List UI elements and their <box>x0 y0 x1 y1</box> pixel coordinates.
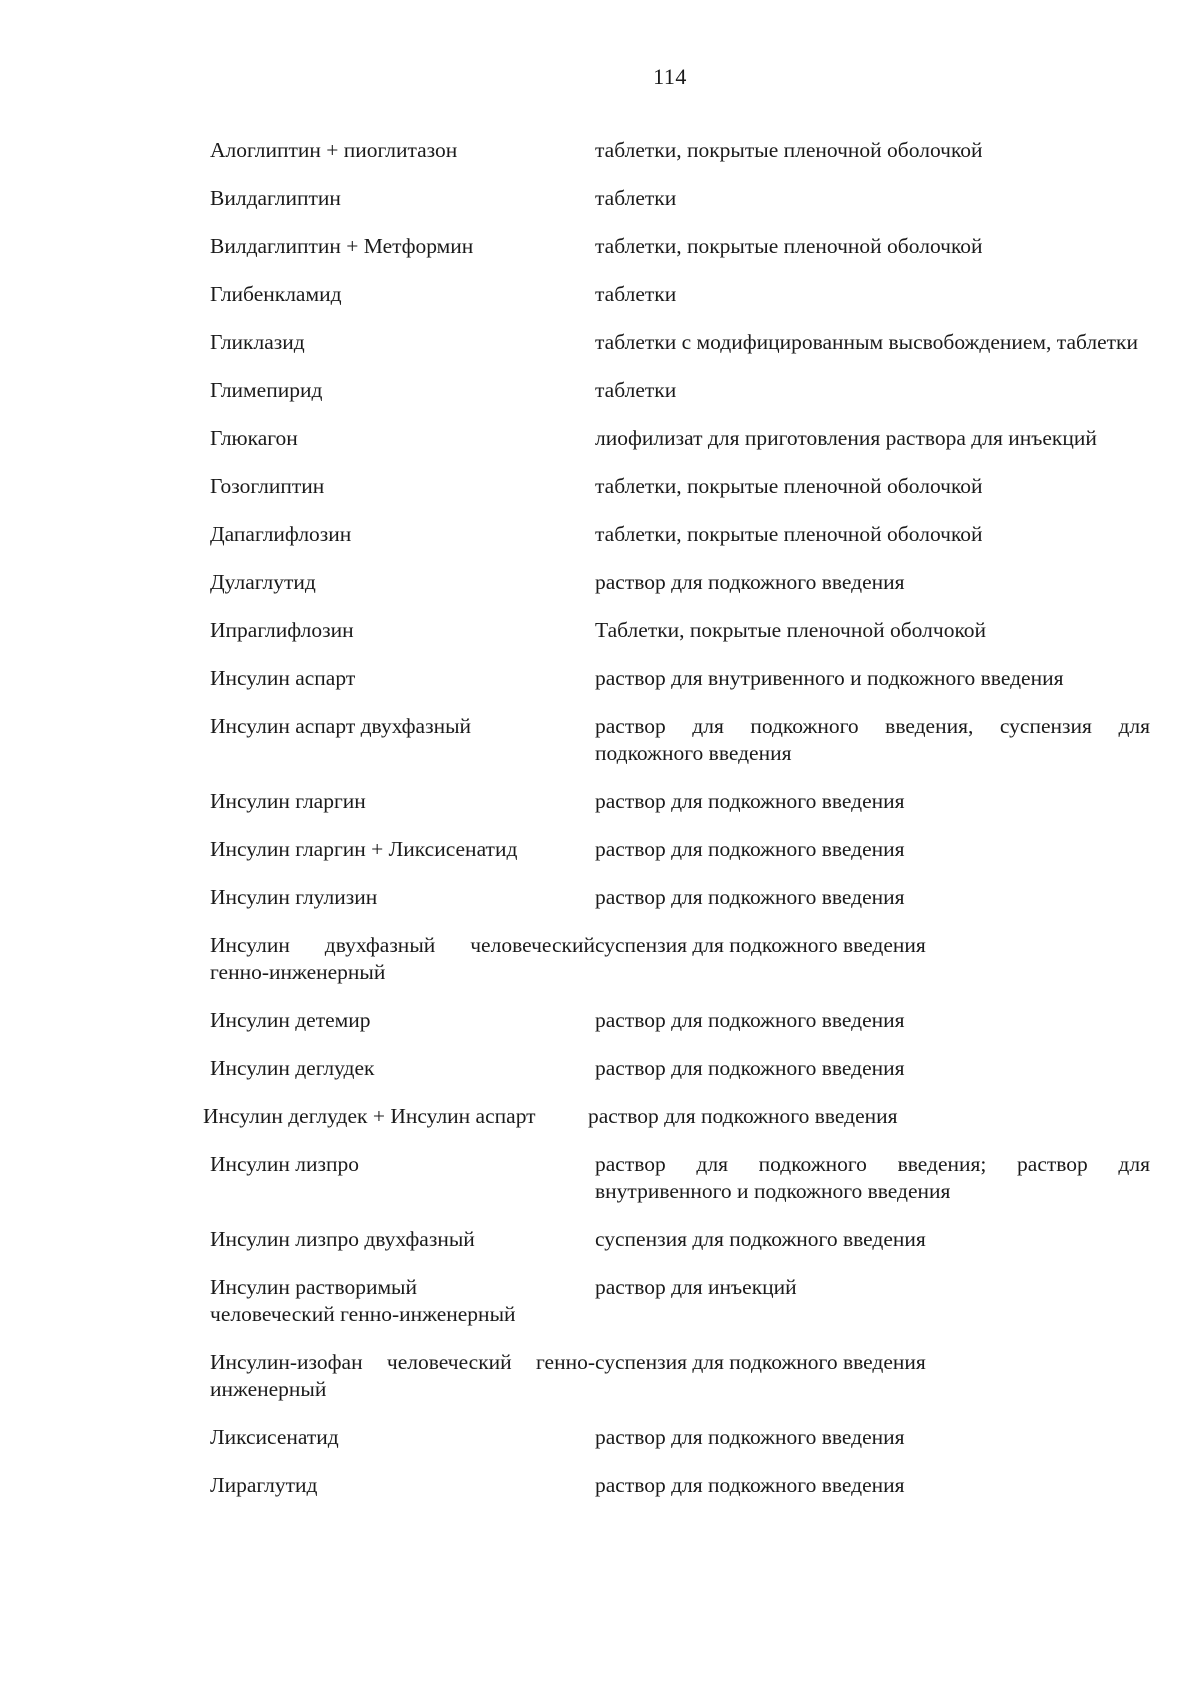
dosage-form: таблетки с модифицированным высвобождением, таблетки <box>595 330 1139 354</box>
drug-name: Инсулин растворимый человеческий генно-инженерный <box>210 1275 516 1326</box>
table-row <box>210 1472 1160 1499</box>
dosage-form: таблетки, покрытые пленочной оболочкой <box>595 138 983 162</box>
dosage-form: таблетки, покрытые пленочной оболочкой <box>595 234 983 258</box>
drug-name: Гозоглиптин <box>210 474 325 498</box>
dosage-form: таблетки <box>595 282 677 306</box>
drug-name: Дапаглифлозин <box>210 522 352 546</box>
dosage-form: раствор для подкожного введения <box>595 1008 905 1032</box>
drug-name: Инсулин гларгин <box>210 789 366 813</box>
drug-name: Вилдаглиптин <box>210 186 341 210</box>
table-row <box>210 932 1160 986</box>
table-row <box>210 713 1160 767</box>
dosage-form: Таблетки, покрытые пленочной оболчокой <box>595 618 987 642</box>
drug-name: Лираглутид <box>210 1473 318 1497</box>
drug-name: Инсулин детемир <box>210 1008 371 1032</box>
table-row <box>210 1424 1160 1451</box>
drug-name: Алоглиптин + пиоглитазон <box>210 138 458 162</box>
table-row <box>210 377 1160 404</box>
dosage-form: раствор для подкожного введения <box>595 1056 905 1080</box>
table-row <box>210 521 1160 548</box>
table-row <box>210 473 1160 500</box>
table-row <box>210 788 1160 815</box>
table-row <box>210 329 1160 356</box>
dosage-form: таблетки <box>595 186 677 210</box>
drug-name: Дулаглутид <box>210 570 316 594</box>
table-row <box>210 1055 1160 1082</box>
table-row <box>210 569 1160 596</box>
page-number: 114 <box>653 64 687 89</box>
table-row <box>210 836 1160 863</box>
table-row <box>210 884 1160 911</box>
drug-name: Глюкагон <box>210 426 298 450</box>
dosage-form: раствор для внутривенного и подкожного введения <box>595 666 1064 690</box>
drug-name: Инсулин гларгин + Ликсисенатид <box>210 837 518 861</box>
dosage-form: раствор для инъекций <box>595 1275 797 1299</box>
dosage-form: раствор для подкожного введения <box>588 1104 898 1128</box>
dosage-form: таблетки, покрытые пленочной оболочкой <box>595 522 983 546</box>
dosage-form: раствор для подкожного введения <box>595 789 905 813</box>
drug-name: Глибенкламид <box>210 282 342 306</box>
dosage-form: раствор для подкожного введения <box>595 570 905 594</box>
drug-name: Ликсисенатид <box>210 1425 339 1449</box>
drug-name: Инсулин двухфазный человеческий генно-инженерный <box>210 933 595 984</box>
drug-name: Инсулин лизпро <box>210 1152 359 1176</box>
drug-name: Инсулин аспарт <box>210 666 356 690</box>
dosage-form: таблетки <box>595 378 677 402</box>
drug-name: Глимепирид <box>210 378 323 402</box>
drug-name: Инсулин аспарт двухфазный <box>210 714 472 738</box>
table-row <box>210 617 1160 644</box>
dosage-form: раствор для подкожного введения, суспензия для подкожного введения <box>595 714 1150 765</box>
table-row <box>210 1349 1160 1403</box>
table-row <box>210 425 1160 452</box>
drug-name: Инсулин деглудек + Инсулин аспарт <box>203 1104 536 1128</box>
table-row <box>210 1007 1160 1034</box>
table-row <box>210 665 1160 692</box>
dosage-form: раствор для подкожного введения; раствор для внутривенного и подкожного введения <box>595 1152 1150 1203</box>
table-row <box>210 233 1160 260</box>
dosage-form: лиофилизат для приготовления раствора для инъекций <box>595 426 1097 450</box>
drug-name: Инсулин деглудек <box>210 1056 375 1080</box>
drug-name: Гликлазид <box>210 330 305 354</box>
drug-name: Инсулин-изофан человеческий генно-инженерный <box>210 1350 595 1401</box>
dosage-form: суспензия для подкожного введения <box>595 1227 926 1251</box>
dosage-form: раствор для подкожного введения <box>595 1425 905 1449</box>
drug-name: Ипраглифлозин <box>210 618 354 642</box>
drug-name: Инсулин лизпро двухфазный <box>210 1227 475 1251</box>
table-row <box>203 1103 1160 1130</box>
table-row <box>210 1274 1160 1328</box>
table-row <box>210 1226 1160 1253</box>
drug-name: Инсулин глулизин <box>210 885 378 909</box>
table-row <box>210 137 1160 164</box>
table-row <box>210 281 1160 308</box>
dosage-form: раствор для подкожного введения <box>595 1473 905 1497</box>
dosage-form: таблетки, покрытые пленочной оболочкой <box>595 474 983 498</box>
dosage-form: раствор для подкожного введения <box>595 837 905 861</box>
table-row <box>210 1151 1160 1205</box>
drug-name: Вилдаглиптин + Метформин <box>210 234 474 258</box>
dosage-form: суспензия для подкожного введения <box>595 1350 926 1374</box>
dosage-form: раствор для подкожного введения <box>595 885 905 909</box>
table-row <box>210 185 1160 212</box>
drug-table <box>203 137 1160 1520</box>
dosage-form: суспензия для подкожного введения <box>595 933 926 957</box>
